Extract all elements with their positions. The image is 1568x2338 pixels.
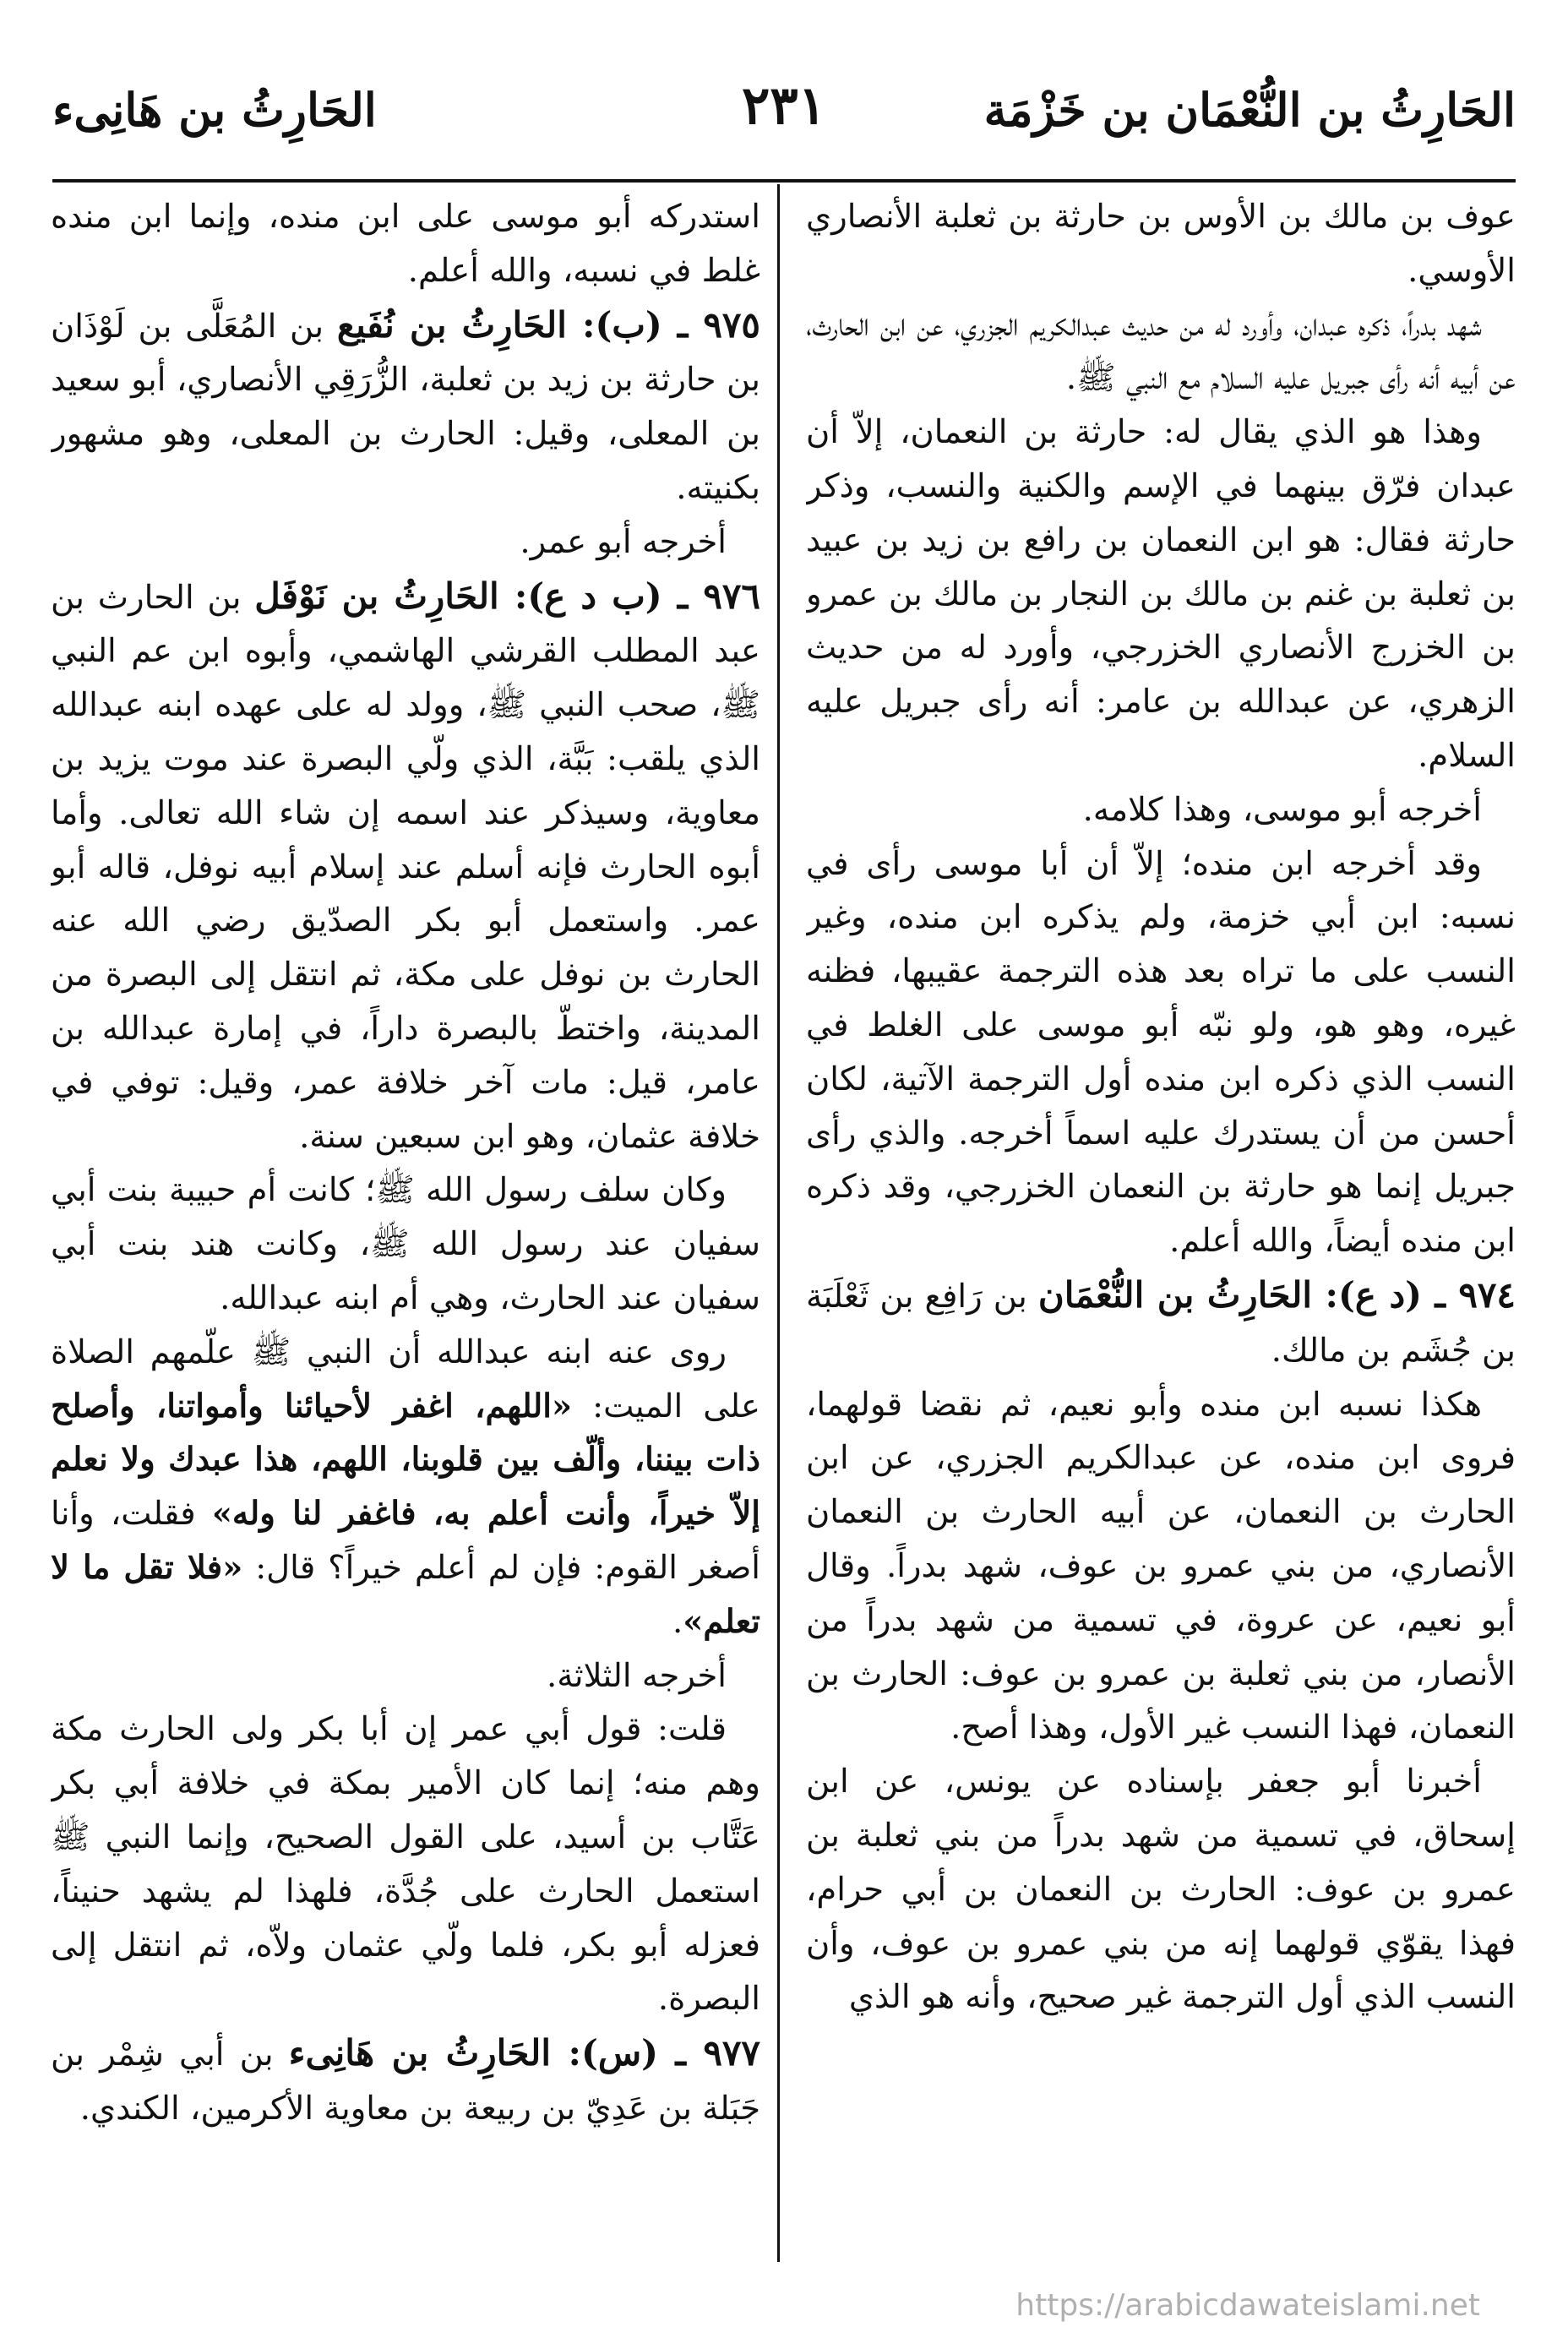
left-column [51,190,760,2252]
hadith-question: فقلت، وأنا أصغر القوم: فإن لم أعلم خيراً؟ قال: [51,1495,760,1587]
page-number: ٢٣١ [742,74,826,136]
paragraph: أخبرنا أبو جعفر بإسناده عن يونس، عن ابن إسحاق، في تسمية من شهد بدراً من بني ثعلبة بن عمرو بن عوف: الحارث بن النعمان بن أبي حرام، فهذا يقوّي قولهما إنه من بني عمرو بن عوف، وأن النسب الذي أول الترجمة غير صحيح، وأنه هو الذي [806,1763,1516,2017]
hadith-intro: روى عنه ابنه عبدالله أن النبي ﷺ علّمهم الصلاة على الميت: [51,1332,760,1425]
entry-976-lineage: بن الحارث بن عبد المطلب القرشي الهاشمي، وأبوه ابن عم النبي ﷺ، صحب النبي ﷺ، وولد له على عهده ابنه عبدالله الذي يلقب: بَبَّة، الذي ولّي البصرة عند موت يزيد بن معاوية، وسيذكر عند اسمه إن شاء الله تعالى. وأما أبوه الحارث فإنه أسلم عند إسلام أبيه نوفل، قاله أبو عمر. واستعمل أبو بكر الصدّيق رضي الله عنه الحارث بن نوفل على مكة، ثم انتقل إلى البصرة من المدينة، واختطّ بالبصرة داراً، في إمارة عبدالله بن عامر، قيل: مات آخر خلافة عمر، وقيل: توفي في خلافة عثمان، وهو ابن سبعين سنة. [51,578,760,1156]
paragraph: هكذا نسبه ابن منده وأبو نعيم، ثم نقضا قولهما، فروى ابن منده، عن عبدالكريم الجزري، عن ابن الحارث بن النعمان، عن أبيه الحارث بن النعمان الأنصاري، من بني عمرو بن عوف، شهد بدراً. وقال أبو نعيم، عن عروة، في تسمية من شهد بدراً من الأنصار، من بني ثعلبة بن عمرو بن عوف: الحارث بن النعمان، فهذا النسب غير الأول، وهذا أصح. [806,1385,1516,1747]
header-right-title: الحَارِثُ بن النُّعْمَان بن خَزْمَة [983,83,1516,137]
entry-974-title: ٩٧٤ ـ (د ع): الحَارِثُ بن النُّعْمَان [1037,1273,1516,1316]
hadith-text: «اللهم، اغفر لأحيائنا وأمواتنا، وأصلح ذات بيننا، وألّف بين قلوبنا، اللهم، هذا عبدك ولا نعلم إلاّ خيراً، وأنت أعلم به، فاغفر لنا وله» [51,1387,760,1534]
paragraph: شهد بدراً، ذكره عبدان، وأورد له من حديث عبدالكريم الجزري، عن ابن الحارث، عن أبيه أنه رأى جبريل عليه السلام مع النبي ﷺ. [806,305,1516,398]
paragraph: استدركه أبو موسى على ابن منده، وإنما ابن منده غلط في نسبه، والله أعلم. [51,198,760,290]
hadith-answer: «فلا تقل ما لا تعلم» [51,1548,760,1641]
right-column [806,190,1516,2252]
watermark-url: https://arabicdawateislami.net [1015,2288,1480,2323]
paragraph: قلت: قول أبي عمر إن أبا بكر ولى الحارث مكة وهم منه؛ إنما كان الأمير بمكة في خلافة أبي بكر عَتَّاب بن أسيد، على القول الصحيح، وإنما النبي ﷺ استعمل الحارث على جُدَّة، فلهذا لم يشهد حنيناً، فعزله أبو بكر، فلما ولّي عثمان ولاّه، ثم انتقل إلى البصرة. [51,1710,760,2019]
paragraph: وكان سلف رسول الله ﷺ؛ كانت أم حبيبة بنت أبي سفيان عند رسول الله ﷺ، وكانت هند بنت أبي سفيان عند الحارث، وهي أم ابنه عبدالله. [51,1171,760,1317]
paragraph: وقد أخرجه ابن منده؛ إلاّ أن أبا موسى رأى في نسبه: ابن أبي خزمة، ولم يذكره ابن منده، وغير النسب على ما تراه بعد هذه الترجمة عقيبها، فظنه غيره، وهو هو، ولو نبّه أبو موسى على الغلط في النسب الذي ذكره ابن منده أول الترجمة الآتية، لكان أحسن من أن يستدرك عليه اسماً أخرجه. والذي رأى جبريل إنما هو حارثة بن النعمان الخزرجي، وقد ذكره ابن منده أيضاً، والله أعلم. [806,844,1516,1261]
header-rule [52,179,1516,183]
paragraph: أخرجه أبو موسى، وهذا كلامه. [1082,790,1482,829]
entry-975-title: ٩٧٥ ـ (ب): الحَارِثُ بن نُفَيع [336,303,760,346]
entry-976-title: ٩٧٦ ـ (ب د ع): الحَارِثُ بن نَوْفَل [254,575,760,617]
entry-975 [51,298,760,515]
paragraph: وهذا هو الذي يقال له: حارثة بن النعمان، إلاّ أن عبدان فرّق بينهما في الإسم والكنية والنسب، وذكر حارثة فقال: هو ابن النعمان بن رافع بن زيد بن عبيد بن ثعلبة بن غنم بن مالك بن النجار بن مالك بن عمرو بن الخزرج الأنصاري الخزرجي، وأورد له من حديث الزهري، عن عبدالله بن عامر: أنه رأى جبريل عليه السلام. [806,413,1516,775]
entry-977-title: ٩٧٧ ـ (س): الحَارِثُ بن هَانِىء [288,2032,760,2074]
header-left-title: الحَارِثُ بن هَانِىء [52,83,377,137]
column-divider [777,184,780,2262]
paragraph: عوف بن مالك بن الأوس بن حارثة بن ثعلبة الأنصاري الأوسي. [806,198,1516,290]
hadith-end: . [672,1602,683,1641]
hadith-paragraph [51,1326,760,1649]
entry-974 [806,1268,1516,1378]
entry-977-lineage: بن أبي شِمْر بن جَبَلة بن عَدِيّ بن ربيعة بن معاوية الأكرمين، الكندي. [51,2036,760,2128]
paragraph: أخرجه الثلاثة. [546,1656,727,1695]
entry-975-lineage: بن المُعَلَّى بن لَوْذَان بن حارثة بن زيد بن ثعلبة، الزُّرَقِي الأنصاري، أبو سعيد بن المعلى، وقيل: الحارث بن المعلى، وهو مشهور بكنيته. [51,307,760,507]
paragraph: أخرجه أبو عمر. [520,522,727,561]
page-header [52,74,1516,167]
entry-976 [51,570,760,1164]
entry-974-lineage: بن رَافِع بن ثَعْلَبَة بن جُشَم بن مالك. [806,1277,1516,1370]
entry-977 [51,2026,760,2136]
